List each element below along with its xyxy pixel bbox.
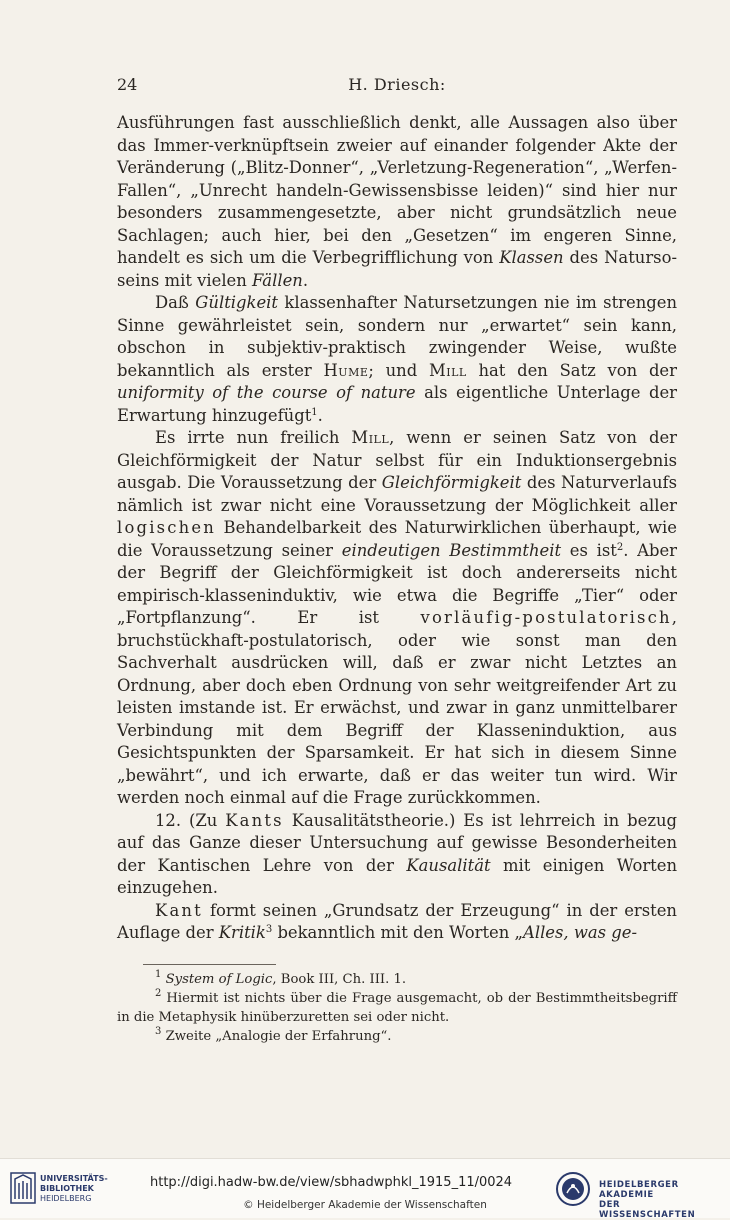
footnote-rule — [143, 964, 276, 965]
academy-label-2: DER WISSENSCHAFTEN — [599, 1200, 696, 1220]
academy-logo[interactable] — [555, 1171, 720, 1220]
footnote-1: $^1$ System of Logic, Book III, Ch. III. 1. — [155, 969, 407, 987]
ub-label-2: BIBLIOTHEK — [40, 1184, 94, 1193]
permalink[interactable]: http://digi.hadw-bw.de/view/sbhadwphkl_1915_11/0024 — [150, 1175, 513, 1190]
running-title: H. Driesch: — [348, 75, 446, 94]
paragraph-5: Kant formt seinen „Grundsatz der Erzeugung“ in der ersten Auflage der Kritik$^3$ bekanntlich mit den Worten „Alles, was ge- — [117, 900, 677, 942]
paragraph-1: Ausführungen fast ausschließlich denkt, alle Aussagen also über das Immer-verknüpftsein zweier auf einander folgender Akte der Veränderung („Blitz-Donner“, „Verletzung-Regeneration“, „Werfen-Fallen“, „Unrecht handeln-Gewissensbisse leiden)“ sind hier nur besonders zusammengesetzte, aber nicht grundsätzlich neue Sachlagen; auch hier, bei den „Gesetzen“ im engeren Sinne, handelt es sich um die Verbegrifflichung von Klassen des Naturso-seins mit vielen Fällen. — [117, 113, 677, 290]
digitization-footer — [0, 1158, 730, 1218]
paragraph-4: 12. (Zu Kants Kausalitätstheorie.) Es ist lehrreich in bezug auf das Ganze dieser Untersuchung auf gewisse Besonderheiten der Kantischen Lehre von der Kausalität mit einigen Worten einzugehen. — [117, 810, 677, 897]
footnotes — [117, 970, 677, 1046]
page-number: 24 — [117, 75, 138, 94]
body-text — [117, 112, 677, 945]
ub-label-3: HEIDELBERG — [40, 1194, 92, 1203]
running-head — [117, 75, 677, 97]
footnote-ref-2: 2 — [616, 541, 624, 553]
footnote-ref-3: 3 — [265, 924, 273, 935]
ub-label-1: UNIVERSITÄTS- — [40, 1174, 108, 1183]
copyright-note: © Heidelberger Akademie der Wissenschaften — [243, 1199, 487, 1211]
footnote-3: $^3$ Zweite „Analogie der Erfahrung“. — [155, 1026, 392, 1044]
paragraph-2: Daß Gültigkeit klassenhafter Natursetzungen nie im strengen Sinne gewährleistet sein, sondern nur „erwartet“ sein kann, obschon in subjektiv-praktisch zwingender Weise, wußte bekanntlich als erster Hume; und Mill hat den Satz von der uniformity of the course of nature als eigentliche Unterlage der Erwartung hinzugefügt$^1$. — [117, 293, 677, 425]
academy-seal-icon — [555, 1171, 593, 1207]
footnote-ref-1: 1 — [311, 406, 318, 418]
footnote-2: $^2$ Hiermit ist nichts über die Frage ausgemacht, ob der Bestimmtheitsbegriff in die Metaphysik hinüberzuretten sei oder nicht. — [117, 988, 677, 1025]
paragraph-3: Es irrte nun freilich Mill, wenn er seinen Satz von der Gleichförmigkeit der Natur selbst für ein Induktionsergebnis ausgab. Die Voraussetzung der Gleichförmigkeit des Naturverlaufs nämlich ist zwar nicht eine Voraussetzung der Möglichkeit aller logischen Behandelbarkeit des Naturwirklichen überhaupt, wie die Voraussetzung seiner eindeutigen Bestimmtheit es ist$^2$. Aber der Begriff der Gleichförmigkeit ist doch andererseits nicht empirisch-klasseninduktiv, wie etwa die Begriffe „Tier“ oder „Fortpflanzung“. Er ist vorläufig-postulatorisch, bruchstückhaft-postulatorisch, oder wie sonst man den Sachverhalt ausdrücken will, daß er zwar nicht Letztes an Ordnung, aber doch eben Ordnung von sehr weitgreifender Art zu leisten imstande ist. Er erwächst, und zwar in ganz unmittelbarer Verbindung mit dem Begriff der Klasseninduktion, aus Gesichtspunkten der Sparsamkeit. Er hat sich in diesem Sinne „bewährt“, und ich erwarte, daß er das weiter tun wird. Wir werden noch einmal auf die Frage zurückkommen. — [117, 428, 678, 807]
academy-label-1: HEIDELBERGER AKADEMIE — [599, 1180, 679, 1200]
